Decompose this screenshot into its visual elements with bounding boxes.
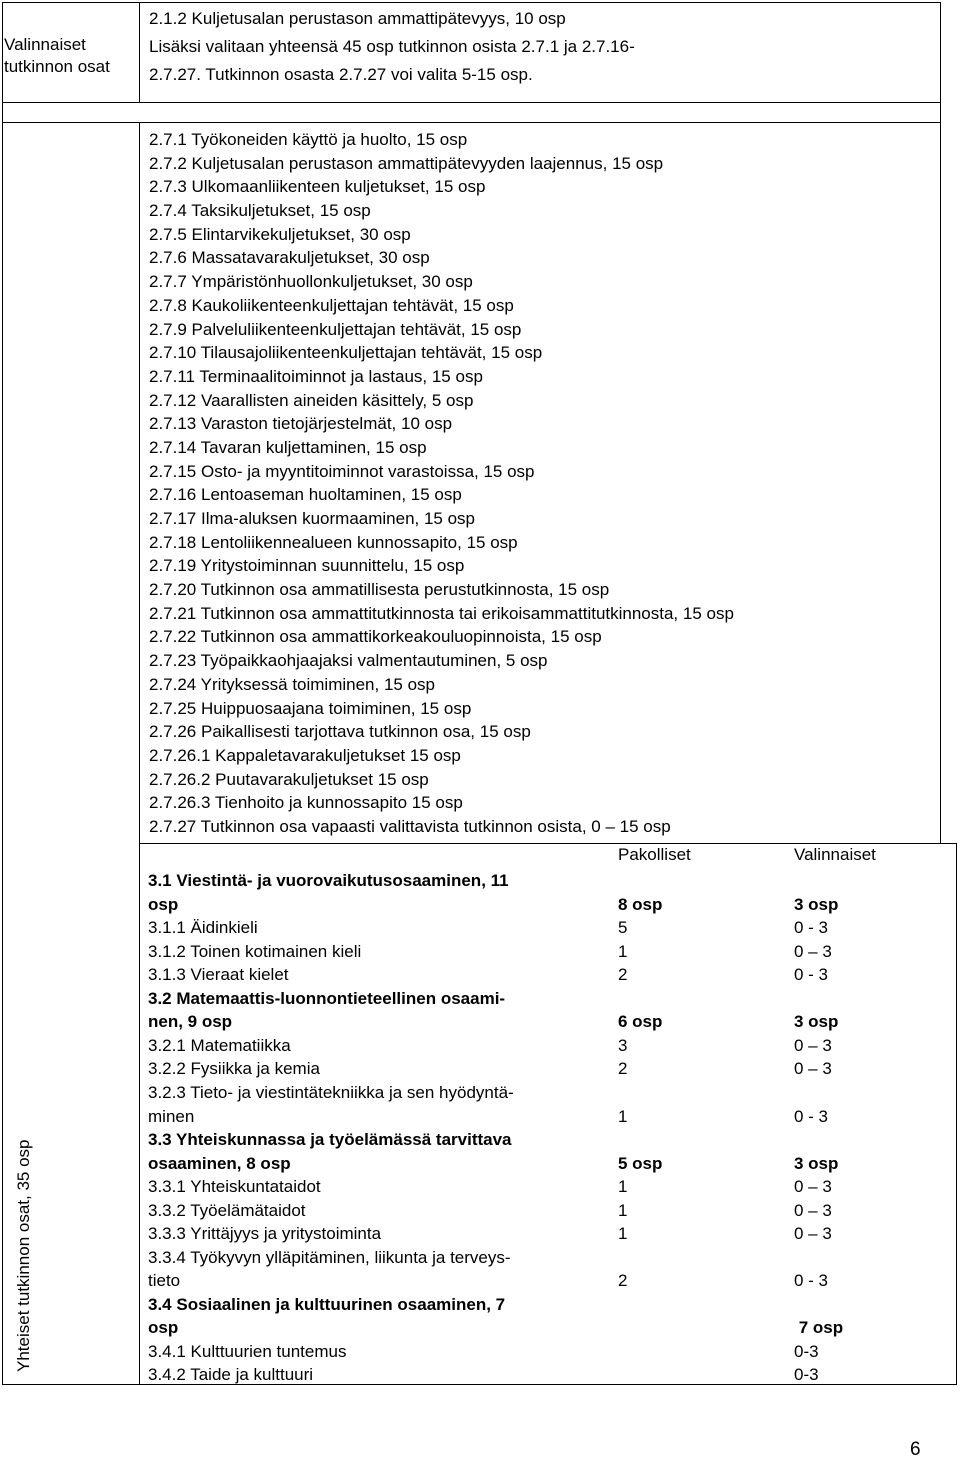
pakolliset-value xyxy=(616,1363,794,1387)
elective-item: 2.7.26 Paikallisesti tarjottava tutkinnon osa, 15 osp xyxy=(149,722,531,742)
elective-item: 2.7.22 Tutkinnon osa ammattikorkeakouluopinnoista, 15 osp xyxy=(149,627,602,647)
unit-name-line: nen, 9 osp xyxy=(148,1012,233,1032)
unit-name-line: 3.3.3 Yrittäjyys ja yritystoiminta xyxy=(148,1224,382,1244)
header-line-1: 2.1.2 Kuljetusalan perustason ammattipätevyys, 10 osp xyxy=(149,9,566,28)
common-unit-row xyxy=(148,1034,956,1058)
pakolliset-value: 2 xyxy=(618,965,628,985)
unit-name-line: osp xyxy=(148,894,179,914)
unit-name xyxy=(148,869,616,916)
elective-item: 2.7.17 Ilma-aluksen kuormaaminen, 15 osp xyxy=(149,509,476,528)
common-unit-row xyxy=(148,1222,956,1246)
pakolliset-value: 1 xyxy=(618,1106,628,1126)
header-block xyxy=(149,5,635,89)
elective-item: 2.7.23 Työpaikkaohjaajaksi valmentautuminen, 5 osp xyxy=(149,651,548,671)
pakolliset-value xyxy=(616,1293,794,1340)
common-unit-row xyxy=(148,1175,956,1199)
header-line-3: 2.7.27. Tutkinnon osasta 2.7.27 voi valita 5-15 osp. xyxy=(149,65,533,84)
valinnaiset-header: Valinnaiset xyxy=(794,845,876,864)
elective-item: 2.7.21 Tutkinnon osa ammattitutkinnosta tai erikoisammattitutkinnosta, 15 osp xyxy=(149,603,734,623)
common-group-row xyxy=(148,987,956,1034)
pakolliset-value: 6 osp xyxy=(618,1012,663,1032)
elective-item: 2.7.26.3 Tienhoito ja kunnossapito 15 osp xyxy=(149,793,463,813)
valinnaiset-value: 0 – 3 xyxy=(794,1176,832,1196)
yhteiset-label: Yhteiset tutkinnon osat, 35 osp xyxy=(14,1139,33,1372)
pakolliset-value: 5 osp xyxy=(618,1153,663,1173)
elective-item: 2.7.26.2 Puutavarakuljetukset 15 osp xyxy=(149,769,429,789)
unit-name-line: minen xyxy=(148,1106,195,1126)
elective-item: 2.7.3 Ulkomaanliikenteen kuljetukset, 15 osp xyxy=(149,177,486,197)
pakolliset-value: 2 xyxy=(618,1059,628,1079)
unit-name xyxy=(148,1175,616,1199)
unit-name xyxy=(148,1199,616,1223)
common-unit-row xyxy=(148,1246,956,1293)
valinnaiset-label: Valinnaiset tutkinnon osat xyxy=(4,35,110,76)
elective-item: 2.7.14 Tavaran kuljettaminen, 15 osp xyxy=(149,437,427,457)
common-group-row xyxy=(148,869,956,916)
elective-item: 2.7.5 Elintarvikekuljetukset, 30 osp xyxy=(149,224,411,244)
pakolliset-value: 2 xyxy=(618,1271,628,1291)
elective-item: 2.7.25 Huippuosaajana toimiminen, 15 osp xyxy=(149,698,472,718)
common-unit-row xyxy=(148,940,956,964)
unit-name xyxy=(148,1246,616,1293)
unit-name xyxy=(148,1057,616,1081)
unit-name-line: 3.2.1 Matematiikka xyxy=(148,1035,291,1055)
unit-name-line: tieto xyxy=(148,1271,181,1291)
unit-name xyxy=(148,1222,616,1246)
common-unit-row xyxy=(148,1057,956,1081)
unit-name-line: 3.1.1 Äidinkieli xyxy=(148,918,258,937)
unit-name-line: 3.1 Viestintä- ja vuorovaikutusosaaminen, 11 xyxy=(148,871,509,890)
unit-name-line: 3.4 Sosiaalinen ja kulttuurinen osaaminen, 7 xyxy=(148,1294,506,1314)
unit-name xyxy=(148,987,616,1034)
elective-item: 2.7.2 Kuljetusalan perustason ammattipätevyyden laajennus, 15 osp xyxy=(149,153,664,173)
elective-item: 2.7.4 Taksikuljetukset, 15 osp xyxy=(149,201,371,221)
unit-name xyxy=(148,1363,616,1387)
page-number: 6 xyxy=(910,1439,921,1460)
elective-item: 2.7.10 Tilausajoliikenteenkuljettajan tehtävät, 15 osp xyxy=(149,343,543,363)
elective-item: 2.7.20 Tutkinnon osa ammatillisesta perustutkinnosta, 15 osp xyxy=(149,580,610,600)
column-header-row xyxy=(148,843,956,869)
unit-name-line: 3.2.2 Fysiikka ja kemia xyxy=(148,1059,320,1079)
unit-name xyxy=(148,1034,616,1058)
elective-item: 2.7.16 Lentoaseman huoltaminen, 15 osp xyxy=(149,485,462,505)
elective-item: 2.7.11 Terminaalitoiminnot ja lastaus, 15 osp xyxy=(149,366,483,386)
valinnaiset-value: 0 – 3 xyxy=(794,1200,832,1220)
valinnaiset-value: 0 – 3 xyxy=(794,941,832,961)
unit-name-line: 3.4.1 Kulttuurien tuntemus xyxy=(148,1341,347,1361)
common-group-row xyxy=(148,1293,956,1340)
unit-name-line: 3.1.3 Vieraat kielet xyxy=(148,965,289,985)
elective-item: 2.7.19 Yritystoiminnan suunnittelu, 15 osp xyxy=(149,556,465,576)
unit-name-line: 3.2.3 Tieto- ja viestintätekniikka ja sen hyödyntä- xyxy=(148,1082,514,1102)
pakolliset-value: 1 xyxy=(618,1176,628,1196)
pakolliset-value: 3 xyxy=(618,1035,628,1055)
elective-item: 2.7.18 Lentoliikennealueen kunnossapito, 15 osp xyxy=(149,532,518,552)
valinnaiset-value: 0-3 xyxy=(794,1365,819,1385)
unit-name xyxy=(148,1081,616,1128)
elective-item: 2.7.6 Massatavarakuljetukset, 30 osp xyxy=(149,248,430,268)
unit-name xyxy=(148,1128,616,1175)
valinnaiset-value: 3 osp xyxy=(794,894,839,914)
unit-name xyxy=(148,940,616,964)
elective-item: 2.7.12 Vaarallisten aineiden käsittely, 5 osp xyxy=(149,390,474,410)
common-unit-row xyxy=(148,916,956,940)
elective-item: 2.7.15 Osto- ja myyntitoiminnot varastoissa, 15 osp xyxy=(149,461,535,481)
unit-name-line: 3.3.1 Yhteiskuntataidot xyxy=(148,1176,321,1196)
unit-name-line: 3.1.2 Toinen kotimainen kieli xyxy=(148,941,362,961)
unit-name xyxy=(148,1293,616,1340)
pakolliset-value: 1 xyxy=(618,1200,628,1220)
common-unit-row xyxy=(148,1081,956,1128)
pakolliset-value: 1 xyxy=(618,1224,628,1244)
pakolliset-value: 8 osp xyxy=(618,894,663,914)
pakolliset-value xyxy=(616,1340,794,1364)
elective-item: 2.7.9 Palveluliikenteenkuljettajan tehtävät, 15 osp xyxy=(149,319,522,339)
elective-item: 2.7.7 Ympäristönhuollonkuljetukset, 30 osp xyxy=(149,272,473,292)
valinnaiset-value: 3 osp xyxy=(794,1153,839,1173)
elective-item: 2.7.24 Yrityksessä toimiminen, 15 osp xyxy=(149,674,435,694)
valinnaiset-value: 0 – 3 xyxy=(794,1224,832,1244)
common-unit-row xyxy=(148,963,956,987)
valinnaiset-value: 0 - 3 xyxy=(794,1271,829,1291)
elective-list xyxy=(149,128,939,839)
elective-item: 2.7.13 Varaston tietojärjestelmät, 10 osp xyxy=(149,414,453,434)
valinnaiset-value: 0 – 3 xyxy=(794,1059,832,1079)
pakolliset-header: Pakolliset xyxy=(618,845,691,864)
unit-name-line: 3.3 Yhteiskunnassa ja työelämässä tarvittava xyxy=(148,1129,512,1149)
header-line-2: Lisäksi valitaan yhteensä 45 osp tutkinnon osista 2.7.1 ja 2.7.16- xyxy=(149,37,635,56)
common-group-row xyxy=(148,1128,956,1175)
elective-item: 2.7.1 Työkoneiden käyttö ja huolto, 15 osp xyxy=(149,130,468,149)
unit-name-line: 3.3.4 Työkyvyn ylläpitäminen, liikunta ja terveys- xyxy=(148,1247,511,1267)
unit-name-line: 3.4.2 Taide ja kulttuuri xyxy=(148,1365,314,1385)
valinnaiset-value: 0 - 3 xyxy=(794,918,829,937)
common-unit-row xyxy=(148,1363,956,1387)
unit-name-line: 3.3.2 Työelämätaidot xyxy=(148,1200,306,1220)
elective-item: 2.7.26.1 Kappaletavarakuljetukset 15 osp xyxy=(149,745,461,765)
valinnaiset-value: 0-3 xyxy=(794,1341,819,1361)
valinnaiset-value: 0 - 3 xyxy=(794,965,829,985)
pakolliset-value: 1 xyxy=(618,941,628,961)
pakolliset-value: 5 xyxy=(618,918,628,937)
valinnaiset-value: 0 - 3 xyxy=(794,1106,829,1126)
common-unit-row xyxy=(148,1199,956,1223)
unit-name xyxy=(148,916,616,940)
valinnaiset-value: 3 osp xyxy=(794,1012,839,1032)
unit-name-line: osaaminen, 8 osp xyxy=(148,1153,291,1173)
elective-item: 2.7.8 Kaukoliikenteenkuljettajan tehtävät, 15 osp xyxy=(149,295,514,315)
elective-item: 2.7.27 Tutkinnon osa vapaasti valittavista tutkinnon osista, 0 – 15 osp xyxy=(149,816,671,836)
unit-name xyxy=(148,1340,616,1364)
valinnaiset-value: 7 osp xyxy=(794,1318,844,1338)
unit-name-line: osp xyxy=(148,1318,179,1338)
common-unit-row xyxy=(148,1340,956,1364)
unit-name-line: 3.2 Matemaattis-luonnontieteellinen osaami- xyxy=(148,988,506,1008)
valinnaiset-value: 0 – 3 xyxy=(794,1035,832,1055)
common-units-table xyxy=(148,843,956,1387)
unit-name xyxy=(148,963,616,987)
